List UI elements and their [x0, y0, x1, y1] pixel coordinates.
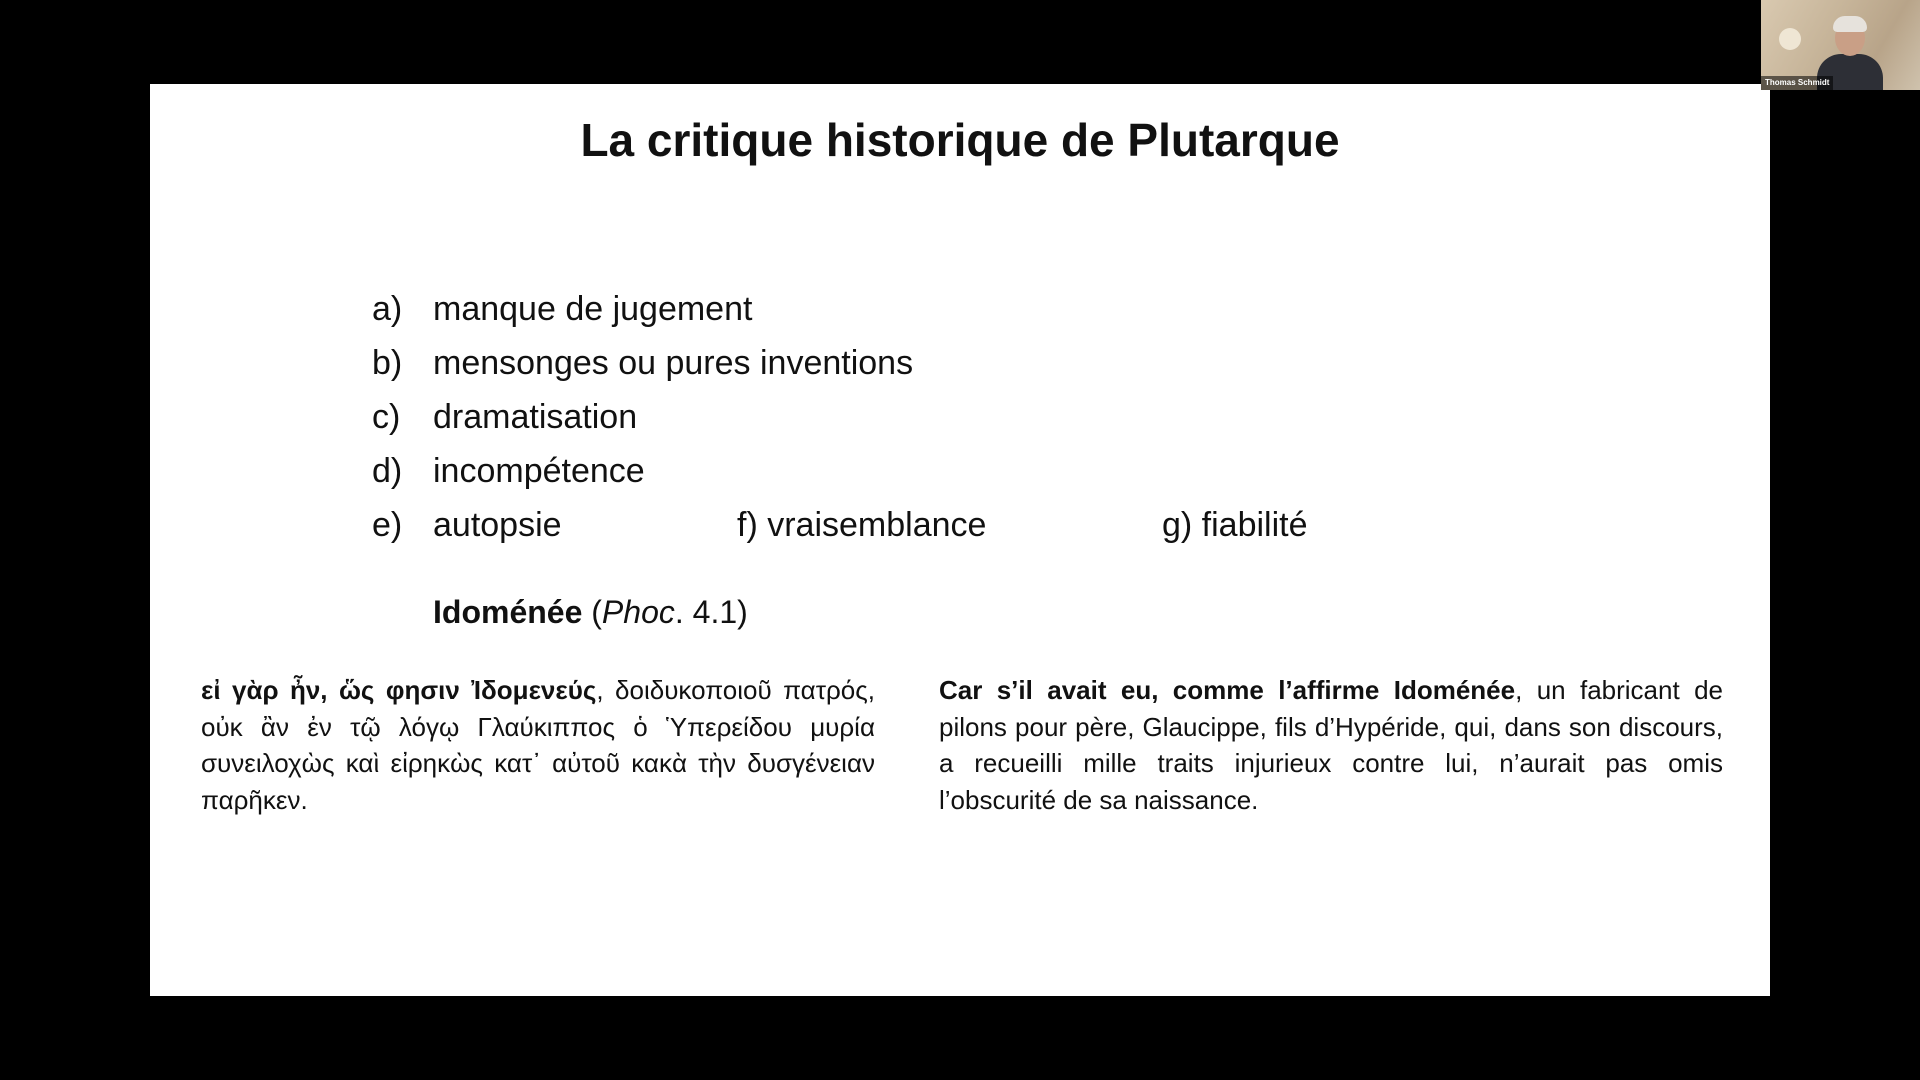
citation-author: Idoménée — [433, 594, 583, 630]
list-marker: c) — [372, 398, 401, 436]
participant-name-label: Thomas Schmidt — [1761, 76, 1833, 90]
greek-passage-rest: , δοιδυκοποιοῦ πατρός, οὐκ ἂν ἐν τῷ λόγῳ Γλαύκιππος ὁ Ὑπερείδου μυρία συνειλοχὼς καὶ εἰρηκὼς κατ᾽ αὐτοῦ κακὰ τὴν δυσγένειαν παρῆκεν. — [201, 675, 875, 815]
list-marker: d) — [372, 452, 403, 490]
list-label: mensonges ou pures inventions — [433, 344, 914, 382]
list-label: autopsie — [433, 506, 562, 544]
source-citation — [433, 592, 748, 632]
list-label: incompétence — [433, 452, 645, 490]
citation-reference: . 4.1) — [674, 594, 748, 630]
background-lamp — [1779, 28, 1801, 50]
presentation-slide — [150, 84, 1770, 996]
citation-work: Phoc — [601, 594, 675, 630]
slide-title: La critique historique de Plutarque — [580, 114, 1340, 166]
list-item — [372, 282, 1572, 336]
list-label-inline-f: f) vraisemblance — [737, 506, 987, 544]
greek-passage — [201, 672, 875, 818]
list-item — [372, 498, 1572, 552]
list-label: manque de jugement — [433, 290, 753, 328]
list-item — [372, 444, 1572, 498]
participant-hair — [1833, 16, 1867, 32]
list-marker: a) — [372, 290, 403, 328]
french-translation — [939, 672, 1723, 818]
list-item — [372, 336, 1572, 390]
webcam-thumbnail[interactable] — [1761, 0, 1920, 90]
greek-passage-lead: εἰ γὰρ ἦν, ὥς φησιν Ἰδομενεύς — [201, 675, 597, 705]
list-item — [372, 390, 1572, 444]
list-marker: e) — [372, 506, 403, 544]
list-marker: b) — [372, 344, 403, 382]
list-label: dramatisation — [433, 398, 638, 436]
list-label-inline-g: g) fiabilité — [1162, 506, 1308, 544]
french-translation-lead: Car s’il avait eu, comme l’affirme Idoménée — [939, 675, 1516, 705]
citation-paren-open: ( — [582, 594, 602, 630]
criteria-list — [372, 282, 1572, 552]
french-translation-rest: , un fabricant de pilons pour père, Glaucippe, fils d’Hypéride, qui, dans son discours, a recueilli mille traits injurieux contre lui, n’aurait pas omis l’obscurité de sa naissance. — [939, 675, 1723, 815]
